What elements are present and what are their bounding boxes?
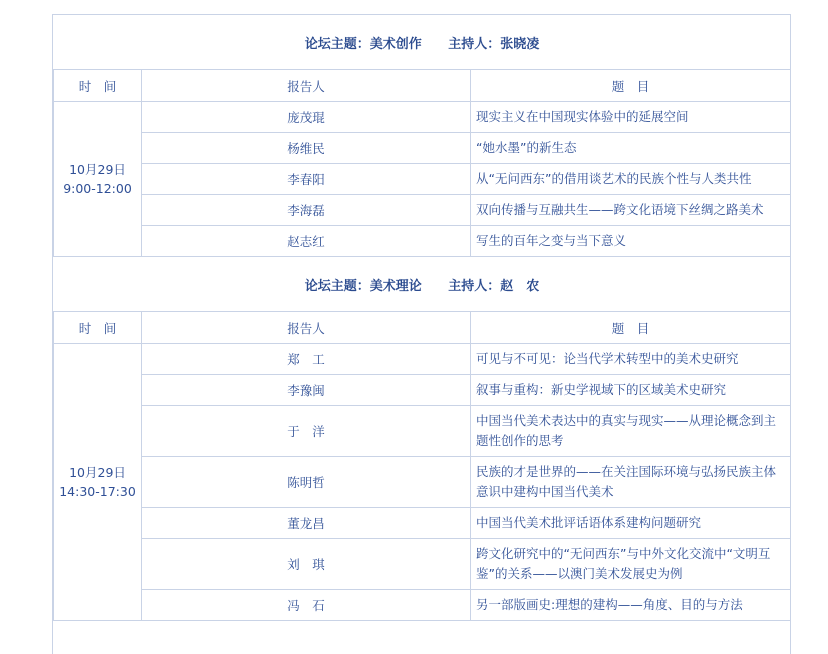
speaker-name: 于 洋 — [142, 406, 471, 457]
speaker-name: 董龙昌 — [142, 508, 471, 539]
session-date: 10月29日 — [69, 465, 126, 480]
talk-topic: 叙事与重构：新史学视域下的区域美术史研究 — [471, 375, 791, 406]
table-row — [54, 164, 791, 195]
header-time: 时 间 — [54, 312, 142, 344]
table-row — [54, 102, 791, 133]
speaker-name: 郑 工 — [142, 344, 471, 375]
talk-topic: 另一部版画史:理想的建构——角度、目的与方法 — [471, 590, 791, 621]
table-row — [54, 539, 791, 590]
talk-topic: 双向传播与互融共生——跨文化语境下丝绸之路美术 — [471, 195, 791, 226]
table-row — [54, 133, 791, 164]
speaker-name: 刘 琪 — [142, 539, 471, 590]
speaker-name: 李豫闽 — [142, 375, 471, 406]
speaker-name: 杨维民 — [142, 133, 471, 164]
speaker-name: 陈明哲 — [142, 457, 471, 508]
forum-schedule-table — [53, 15, 791, 635]
talk-topic: 可见与不可见：论当代学术转型中的美术史研究 — [471, 344, 791, 375]
session-hours: 14:30-17:30 — [59, 484, 136, 499]
session-hours: 9:00-12:00 — [63, 181, 132, 196]
talk-topic: “她水墨”的新生态 — [471, 133, 791, 164]
column-header-row — [54, 70, 791, 102]
forum-host: 主持人：赵 农 — [448, 278, 540, 294]
header-speaker: 报告人 — [142, 312, 471, 344]
table-row — [54, 457, 791, 508]
table-row — [54, 508, 791, 539]
speaker-name: 赵志红 — [142, 226, 471, 257]
header-speaker: 报告人 — [142, 70, 471, 102]
speaker-name: 庞茂琨 — [142, 102, 471, 133]
session-time — [54, 102, 142, 257]
speaker-name: 冯 石 — [142, 590, 471, 621]
table-row — [54, 590, 791, 621]
header-topic: 题 目 — [471, 312, 791, 344]
schedule-frame — [52, 14, 791, 654]
talk-topic: 跨文化研究中的“无问西东”与中外文化交流中“文明互鉴”的关系——以澳门美术发展史为例 — [471, 539, 791, 590]
forum-header — [54, 257, 791, 312]
table-row — [54, 344, 791, 375]
speaker-name: 李海磊 — [142, 195, 471, 226]
table-row — [54, 406, 791, 457]
table-row — [54, 375, 791, 406]
table-row — [54, 195, 791, 226]
table-continuation — [54, 621, 791, 636]
talk-topic: 中国当代美术表达中的真实与现实——从理论概念到主题性创作的思考 — [471, 406, 791, 457]
forum-header — [54, 15, 791, 70]
talk-topic: 民族的才是世界的——在关注国际环境与弘扬民族主体意识中建构中国当代美术 — [471, 457, 791, 508]
session-date: 10月29日 — [69, 162, 126, 177]
header-topic: 题 目 — [471, 70, 791, 102]
forum-host: 主持人：张晓凌 — [448, 36, 540, 52]
talk-topic: 从“无问西东”的借用谈艺术的民族个性与人类共性 — [471, 164, 791, 195]
talk-topic: 中国当代美术批评话语体系建构问题研究 — [471, 508, 791, 539]
session-time — [54, 344, 142, 621]
forum-theme: 论坛主题：美术创作 — [304, 36, 422, 52]
header-time: 时 间 — [54, 70, 142, 102]
table-row — [54, 226, 791, 257]
forum-theme: 论坛主题：美术理论 — [304, 278, 422, 294]
talk-topic: 写生的百年之变与当下意义 — [471, 226, 791, 257]
talk-topic: 现实主义在中国现实体验中的延展空间 — [471, 102, 791, 133]
speaker-name: 李春阳 — [142, 164, 471, 195]
column-header-row — [54, 312, 791, 344]
